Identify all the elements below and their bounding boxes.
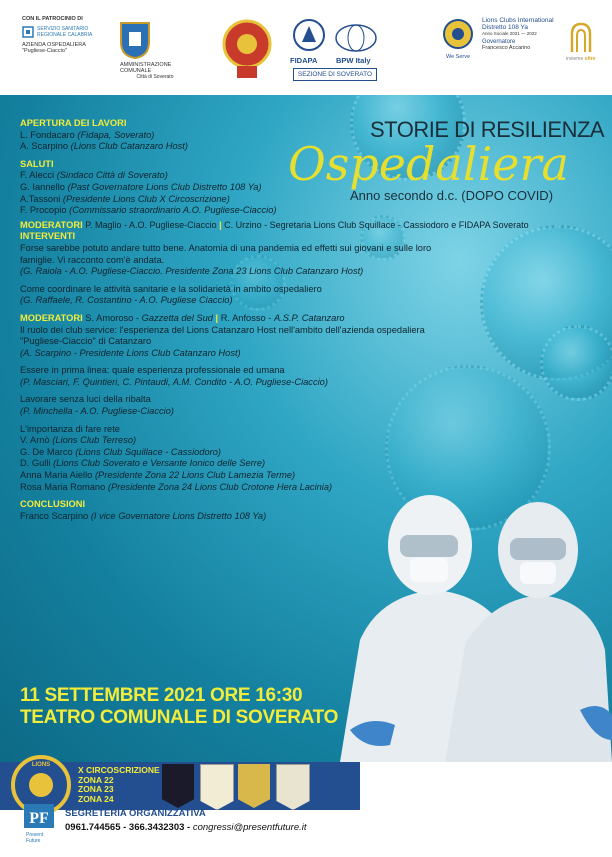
pf-name-line2: Future <box>26 838 41 844</box>
speaker-name: G. De Marco <box>20 446 73 457</box>
circ-line4: ZONA 24 <box>78 793 114 804</box>
contacts-line <box>65 822 307 833</box>
moderatori-label: MODERATORI <box>20 312 83 323</box>
event-datetime <box>20 685 338 729</box>
apertura-item <box>20 130 460 142</box>
speaker-name: Anna Maria Aiello <box>20 470 93 481</box>
fidapa-logo-icon <box>292 18 326 59</box>
event-venue: TEATRO COMUNALE DI SOVERATO <box>20 707 339 728</box>
municipality-line1: AMMINISTRAZIONE COMUNALE <box>120 62 172 74</box>
section-apertura: APERTURA DEI LAVORI <box>20 118 127 128</box>
poster-title-line3: Anno secondo d.c. (DOPO COVID) <box>350 188 554 203</box>
speaker-role: (Past Governatore Lions Club Distretto 108 Ya) <box>67 181 262 192</box>
moderatori-sep: | <box>219 219 222 230</box>
header-logos <box>0 0 612 95</box>
soverato-section-label: SEZIONE DI SOVERATO <box>297 71 373 78</box>
speaker-role: (Presidente Zona 22 Lions Club Lamezia Terme) <box>94 470 296 481</box>
talk-6-item <box>20 470 460 482</box>
speaker-role: (Commissario straordinario A.O. Pugliese-Ciaccio) <box>69 205 277 216</box>
talk-3-title: Il ruolo dei club service: l'esperienza del Lions Catanzaro Host nell'ambito dell'azienda ospedaliera "Pugliese-Ciaccio" di Catanzaro <box>20 324 425 347</box>
circ-line3: ZONA 23 <box>78 784 114 794</box>
patronage-box <box>22 16 108 78</box>
talk-5-title: Lavorare senza luci della ribalta <box>20 394 151 405</box>
talk-1-speakers: (G. Raiola - A.O. Pugliese-Ciaccio. Presidente Zona 23 Lions Club Catanzaro Host) <box>20 266 364 277</box>
saluti-item <box>20 194 460 206</box>
speaker-role: (Lions Club Terreso) <box>52 435 137 446</box>
patronage-entity2a: AZIENDA OSPEDALIERA <box>22 42 86 48</box>
speaker-name: F. Procopio <box>20 205 67 216</box>
soverato-section-box <box>293 68 377 81</box>
speaker-role: (Sindaco Città di Soverato) <box>56 170 168 181</box>
speaker-role: (Lions Club Squillace - Cassiodoro) <box>75 446 222 457</box>
apertura-item <box>20 141 460 153</box>
speaker-name: Rosa Maria Romano <box>20 481 106 492</box>
pf-name-line1: Present <box>26 832 44 838</box>
section-interventi: INTERVENTI <box>20 231 76 242</box>
speaker-role: (I vice Governatore Lions Distretto 108 Ya) <box>90 510 267 521</box>
moderatori-label: MODERATORI <box>20 219 83 230</box>
speaker-role: (Lions Club Soverato e Versante Ionico delle Serre) <box>53 458 266 469</box>
speaker-name: L. Fondacaro <box>20 129 75 140</box>
poster-title-line1: STORIE DI RESILIENZA <box>370 117 605 142</box>
moderatori2-a-org: Gazzetta del Sud <box>141 312 213 323</box>
patronage-entity2b: "Pugliese-Ciaccio" <box>22 48 67 54</box>
speaker-name: V. Arnò <box>20 435 50 446</box>
talk-5-speakers: (P. Minchella - A.O. Pugliese-Ciaccio) <box>20 406 174 417</box>
gov-name-label: Francesco Accarino <box>482 45 531 51</box>
talk-6-item <box>20 447 460 459</box>
moderatori2-sep: | <box>215 312 219 323</box>
talk-6-item <box>20 458 460 470</box>
circ-line2: ZONA 22 <box>78 774 114 785</box>
saluti-item <box>20 182 460 194</box>
svg-text:PF: PF <box>29 810 49 827</box>
talk-1-title: Forse sarebbe potuto andare tutto bene. Anatomia di una pandemia ed effetti sui giovani e sulle loro famiglie. Vi racconto com'è andata. <box>20 242 432 265</box>
segreteria-label: SEGRETERIA ORGANIZZATIVA <box>65 808 206 819</box>
saluti-item <box>20 205 460 217</box>
club-pennant-4-icon <box>276 764 310 810</box>
oltre-word: oltre <box>584 56 596 62</box>
bpw-label: BPW Italy <box>336 56 371 65</box>
speaker-role: (Lions Club Catanzaro Host) <box>70 141 188 152</box>
poster-title-line2: Ospedaliera <box>288 137 569 191</box>
moderatori-line-2 <box>20 313 460 325</box>
conclusioni-item <box>20 511 460 523</box>
talk-3-speakers: (A. Scarpino - Presidente Lions Club Catanzaro Host) <box>20 347 241 358</box>
phone-numbers: 0961.744565 - 366.3432303 - <box>65 822 191 833</box>
we-serve-label: We Serve <box>446 54 471 60</box>
speaker-name: A.Tassoni <box>20 193 61 204</box>
speaker-name: G. Iannello <box>20 181 65 192</box>
oltre-small-label: insieme <box>566 56 584 62</box>
talk-4-title: Essere in prima linea: quale esperienza professionale ed umana <box>20 365 285 376</box>
lions-catanzaro-logo-icon <box>222 14 272 89</box>
email-address[interactable]: congressi@presentfuture.it <box>192 822 307 833</box>
district-label: Distretto 108 Ya <box>482 24 529 31</box>
circoscrizione-text <box>78 766 160 804</box>
talk-4-speakers: (P. Masciari, F. Quintieri, C. Pintaudi, A.M. Condito - A.O. Pugliese-Ciaccio) <box>20 376 328 387</box>
bpw-logo-icon <box>334 22 378 59</box>
moderatori-text-a: P. Maglio - A.O. Pugliese-Ciaccio <box>85 219 217 230</box>
municipality-label <box>120 62 200 80</box>
saluti-item <box>20 170 460 182</box>
soverato-crest-icon <box>118 20 152 65</box>
lions-district-text <box>482 17 562 51</box>
footer <box>0 762 612 857</box>
talk-2-speakers: (G. Raffaele, R. Costantino - A.O. Pugliese Ciaccio) <box>20 295 233 306</box>
section-saluti: SALUTI <box>20 158 54 169</box>
club-pennant-1-icon <box>162 764 194 808</box>
poster-main <box>0 95 612 762</box>
svg-text:LIONS: LIONS <box>31 762 51 768</box>
moderatori2-b-org: A.S.P. Catanzaro <box>273 312 345 323</box>
lions-district-logo-icon <box>442 18 474 55</box>
oltre-label <box>566 56 595 62</box>
insieme-oltre-logo-icon <box>568 20 594 59</box>
patronage-entity1: SERVIZIO SANITARIO REGIONALE CALABRIA <box>37 26 93 38</box>
club-pennant-2-icon <box>200 764 234 810</box>
moderatori2-a: S. Amoroso - <box>85 312 139 323</box>
event-date: 11 SETTEMBRE 2021 ORE 16:30 <box>20 685 303 706</box>
lions-int-label: Lions Clubs International <box>482 17 554 24</box>
talk-2-title: Come coordinare le attività sanitarie e la solidarietà in ambito ospedaliero <box>20 283 322 294</box>
year-label: Anno Sociale 2021 — 2022 <box>482 31 537 36</box>
speaker-role: (Fidapa, Soverato) <box>77 129 155 140</box>
circ-line1: X CIRCOSCRIZIONE <box>78 765 160 775</box>
regione-logo-icon <box>22 26 108 38</box>
section-conclusioni: CONCLUSIONI <box>20 499 86 510</box>
talk-6-title: L'importanza di fare rete <box>20 423 120 434</box>
municipality-line2: Città di Soverato <box>136 74 174 80</box>
speaker-role: (Presidente Lions Club X Circoscrizione) <box>62 193 230 204</box>
speaker-role: (Presidente Zona 24 Lions Club Crotone Hera Lacinia) <box>107 481 333 492</box>
moderatori2-b: R. Anfosso - <box>220 312 272 323</box>
moderatori-line-1 <box>20 220 612 232</box>
talk-6-item <box>20 482 460 494</box>
fidapa-label: FIDAPA <box>290 56 318 65</box>
medical-staff-illustration <box>330 490 612 762</box>
virus-graphic-4 <box>540 325 612 401</box>
moderatori-text-b: C. Urzino - Segretaria Lions Club Squillace - Cassiodoro e FIDAPA Soverato <box>224 219 529 230</box>
present-future-name <box>26 832 43 844</box>
speaker-name: D. Gulli <box>20 458 51 469</box>
club-pennant-3-icon <box>238 764 270 808</box>
governatore-label: Governatore <box>482 39 516 45</box>
speaker-name: Franco Scarpino <box>20 510 89 521</box>
speaker-name: A. Scarpino <box>20 141 69 152</box>
speaker-name: F. Alecci <box>20 170 55 181</box>
patronage-title: CON IL PATROCINIO DI <box>22 16 83 22</box>
talk-6-item <box>20 435 460 447</box>
